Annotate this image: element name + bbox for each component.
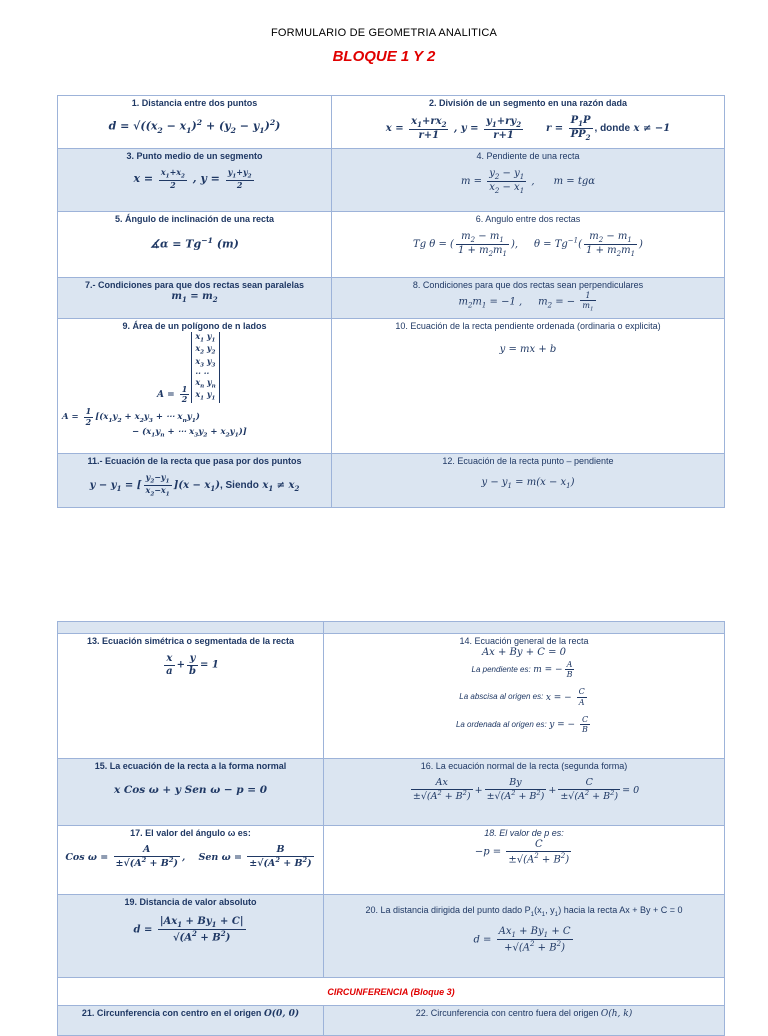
segment-division-formula: x = $\frac{x_1+rx_2}{r+1}$ , y = $\frac{y_1+ry_2}{r+1}$ r = $\frac{P_1P}{PP_2}$ , donde x ≠ −1 <box>385 115 671 143</box>
formula-cell-21 <box>58 1006 324 1036</box>
document-title: FORMULARIO DE GEOMETRIA ANALITICA <box>270 27 498 39</box>
formula-heading-19: 19. Distancia de valor absoluto <box>124 897 257 907</box>
slope-intercept-formula: y = mx + b <box>499 344 557 355</box>
point-slope-formula: $y - y_1 = m(x - x_1)$ <box>481 477 575 490</box>
normal-form-formula: x Cos ω + y Sen ω − p = 0 <box>113 784 268 796</box>
slope-note-label: La pendiente es: <box>471 665 531 675</box>
formula-cell-9 <box>58 319 332 454</box>
angle-between-lines-formula: Tg θ = ( $\frac{m_2 - m_1}{1 + m_2m_1}$ ), $\theta = Tg^{-1}$( $\frac{m_2 - m_1}{1 + m_2m_1}$ ) <box>413 231 643 259</box>
siendo-label: , Siendo <box>219 480 259 492</box>
polygon-area-expanded: A = $\frac{1}{2}$ [($x_1y_2 + x_2y_3$ + ⋯ $x_ny_1$) − ($x_1y_n$ + ⋯ $x_3y_2 + x_2y_1$)] <box>62 406 247 439</box>
formula-heading-5: 5. Ángulo de inclinación de una recta <box>114 214 275 224</box>
formula-cell-17 <box>58 826 324 895</box>
formula-heading-15: 15. La ecuación de la recta a la forma normal <box>94 761 287 771</box>
formula-heading-4: 4. Pendiente de una recta <box>476 151 580 161</box>
table-header-blank-right <box>324 622 725 634</box>
formula-heading-6: 6. Angulo entre dos rectas <box>475 214 581 224</box>
inclination-angle-formula: ∡α = $Tg^{-1}$ (m) <box>150 236 239 251</box>
formula-heading-3: 3. Punto medio de un segmento <box>126 151 263 161</box>
formula-cell-7 <box>58 278 332 319</box>
formula-heading-20: 20. La distancia dirigida del punto dado $P_1(x_1$, $y_1$) hacia la recta Ax + By + C = 0 <box>365 905 683 918</box>
formula-cell-8 <box>332 278 725 319</box>
formula-cell-2 <box>332 96 725 149</box>
formula-cell-16 <box>324 759 725 826</box>
formula-heading-21-text: 21. Circunferencia con centro en el origen <box>81 1008 262 1018</box>
formula-heading-10: 10. Ecuación de la recta pendiente ordenada (ordinaria o explicita) <box>395 321 661 331</box>
formula-cell-10 <box>332 319 725 454</box>
formula-heading-11: 11.- Ecuación de la recta que pasa por dos puntos <box>87 456 302 466</box>
formula-heading-20-text-b: hacia la recta <box>563 905 618 915</box>
formula-heading-22: 22. Circunferencia con centro fuera del origen O(h, k) <box>415 1008 633 1019</box>
formula-heading-17: 17. El valor del ángulo ω es: <box>130 828 251 838</box>
formula-cell-1 <box>58 96 332 149</box>
formula-heading-21: 21. Circunferencia con centro en el origen O(0, 0) <box>81 1008 300 1019</box>
midpoint-formula: x = $\frac{x_1+x_2}{2}$ , y = $\frac{y_1+y_2}{2}$ <box>133 167 252 191</box>
y-intercept-note: La ordenada al origen es: y = − $\frac{C}{B}$ <box>455 714 589 734</box>
two-point-line-formula: $y - y_1$ = [ $\frac{y_2-y_1}{x_2-x_1}$ ]$(x - x_1)$, Siendo $x_1 \ne x_2$ <box>89 472 300 498</box>
donde-label: , donde <box>594 123 631 135</box>
x-intercept-note: La abscisa al origen es: x = − $\frac{C}{A}$ <box>459 687 585 707</box>
formula-cell-22 <box>324 1006 725 1036</box>
formula-cell-13 <box>58 634 324 759</box>
formula-cell-20 <box>324 895 725 978</box>
general-line-formula: Ax + By + C = 0 <box>481 647 567 658</box>
formula-cell-12 <box>332 454 725 508</box>
circumference-section-title: CIRCUNFERENCIA (Bloque 3) <box>58 978 725 1006</box>
formula-cell-3 <box>58 149 332 212</box>
formula-heading-18: 18. El valor de p es: <box>484 828 564 838</box>
formula-cell-18 <box>324 826 725 895</box>
x-intercept-note-label: La abscisa al origen es: <box>459 692 544 702</box>
formula-cell-15 <box>58 759 324 826</box>
formula-heading-20-text: 20. La distancia dirigida del punto dado <box>365 905 523 915</box>
normal-form-second-formula: $\frac{Ax}{\pm√(A^2 + B^2)}$ + $\frac{By}{\pm√(A^2 + B^2)}$ + $\frac{C}{\pm√(A^2 + B^2)}$ = 0 <box>412 777 640 803</box>
formula-table-block-1-2 <box>57 95 725 508</box>
formula-cell-19 <box>58 895 324 978</box>
formula-table-block-2-3 <box>57 621 725 1036</box>
formula-heading-7: 7.- Condiciones para que dos rectas sean paralelas <box>84 280 305 290</box>
formula-heading-9: 9. Área de un polígono de n lados <box>122 321 267 331</box>
formula-heading-2: 2. División de un segmento en una razón dada <box>428 98 628 108</box>
omega-angle-formula: Cos ω = $\frac{A}{\pm√(A^2 + B^2)}$ , Sen ω = $\frac{B}{\pm√(A^2 + B^2)}$ <box>65 844 312 870</box>
formula-heading-12: 12. Ecuación de la recta punto – pendiente <box>442 456 614 466</box>
formula-heading-14: 14. Ecuación general de la recta <box>459 636 589 646</box>
block-title: BLOQUE 1 Y 2 <box>332 48 436 65</box>
p-value-formula: −p = $\frac{C}{\pm√(A^2 + B^2)}$ <box>474 839 570 865</box>
formula-heading-13: 13. Ecuación simétrica o segmentada de la recta <box>86 636 295 646</box>
formula-heading-1: 1. Distancia entre dos puntos <box>131 98 258 108</box>
table-header-blank-left <box>58 622 324 634</box>
formula-cell-5 <box>58 212 332 278</box>
distance-formula: $d = √((x_2 - x_1)^2 + (y_2 - y_1)^2)$ <box>108 118 281 135</box>
symmetric-line-formula: $\frac{x}{a}$ + $\frac{y}{b}$ = 1 <box>166 653 219 677</box>
y-intercept-note-label: La ordenada al origen es: <box>455 719 547 729</box>
formula-cell-14 <box>324 634 725 759</box>
slope-note: La pendiente es: m = − $\frac{A}{B}$ <box>471 660 573 680</box>
slope-formula: m = $\frac{y_2 - y_1}{x_2 - x_1}$ , m = tgα <box>460 168 596 196</box>
formula-heading-16: 16. La ecuación normal de la recta (segunda forma) <box>420 761 628 771</box>
formula-heading-22-text: 22. Circunferencia con centro fuera del origen <box>415 1008 599 1018</box>
polygon-area-determinant: A = $\frac{1}{2}$ $x_1$ $y_1$ $x_2$ $y_2$ $x_3$ $y_3$ ·· ·· $x_n$ $y_n$ $x_1$ $y_1$ <box>157 332 327 404</box>
formula-cell-11 <box>58 454 332 508</box>
formula-cell-6 <box>332 212 725 278</box>
formula-cell-4 <box>332 149 725 212</box>
perpendicular-condition-formula: $m_2m_1 = -1$ , $m_2$ = − $\frac{1}{m_1}$ <box>458 291 594 313</box>
formula-heading-8: 8. Condiciones para que dos rectas sean perpendiculares <box>412 280 644 290</box>
parallel-condition-formula: $m_1 = m_2$ <box>171 291 218 304</box>
directed-distance-formula: d = $\frac{Ax_1 + By_1 + C}{+√(A^2 + B^2)}$ <box>473 925 571 954</box>
absolute-distance-formula: d = $\frac{|Ax_1 + By_1 + C|}{√(A^2 + B^2)}$ <box>133 916 244 944</box>
